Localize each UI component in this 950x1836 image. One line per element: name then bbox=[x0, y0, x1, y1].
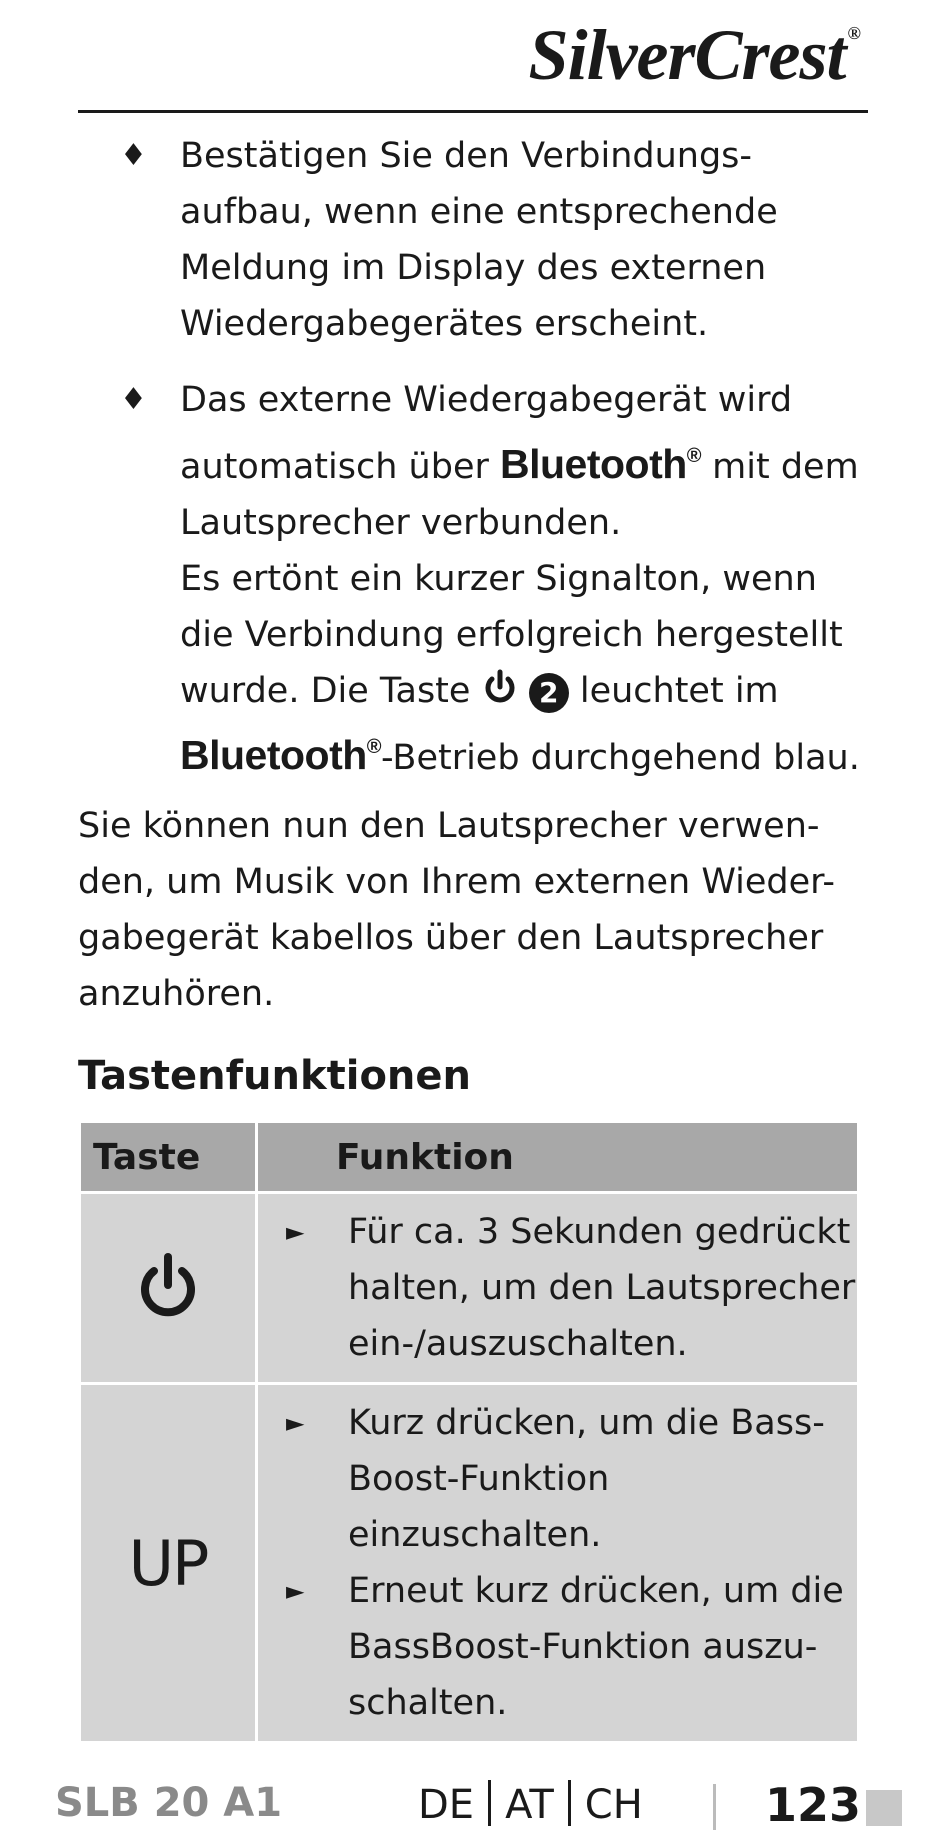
power-icon bbox=[482, 669, 518, 707]
registered-mark: ® bbox=[847, 23, 860, 43]
body-paragraph: Sie können nun den Lautsprecher verwen-den, um Musik von Ihrem externen Wieder-gabegerät kabellos über den Lautsprecher anzuhören. bbox=[78, 806, 835, 1014]
bullet-text-signal: Es ertönt ein kurzer Signalton, wenn die Verbindung erfolgreich hergestellt wurde. Die Taste bbox=[180, 559, 843, 711]
table-row bbox=[80, 1384, 859, 1743]
key-cell bbox=[80, 1384, 257, 1743]
key-cell bbox=[80, 1193, 257, 1384]
function-list bbox=[258, 1194, 857, 1382]
brand-name: SilverCrest bbox=[528, 15, 846, 95]
list-item: ► Für ca. 3 Sekunden gedrückt halten, um den Lautsprecher ein-/auszuschalten. bbox=[286, 1204, 857, 1372]
bullet-text-lights: leuchtet im bbox=[568, 671, 779, 711]
arrow-bullet-icon: ► bbox=[286, 1577, 305, 1605]
language-codes: DE AT CH bbox=[418, 1782, 643, 1828]
table-row bbox=[80, 1193, 859, 1384]
bullet-text: Bestätigen Sie den Verbindungs-aufbau, wenn eine entsprechende Meldung im Display des externen Wiedergabegerätes erscheint. bbox=[180, 136, 778, 344]
table-header-row bbox=[80, 1122, 859, 1193]
function-cell bbox=[257, 1384, 859, 1743]
bluetooth-wordmark: Bluetooth® bbox=[500, 441, 702, 487]
arrow-bullet-icon: ► bbox=[286, 1218, 305, 1246]
function-list bbox=[258, 1385, 857, 1741]
bullet-auto-connect bbox=[78, 372, 878, 786]
page-content bbox=[78, 128, 878, 1744]
diamond-bullet-icon: ♦ bbox=[120, 382, 147, 417]
page-marker-square bbox=[866, 1790, 902, 1826]
bullet-text-end: -Betrieb durchgehend blau. bbox=[381, 738, 860, 778]
header-function: Funktion bbox=[257, 1122, 859, 1193]
arrow-bullet-icon: ► bbox=[286, 1409, 305, 1437]
bullet-text-start: Das externe Wiedergabegerät wird automatisch über bbox=[180, 380, 793, 487]
footer-divider bbox=[713, 1784, 716, 1830]
header-rule bbox=[78, 110, 868, 113]
power-icon bbox=[135, 1251, 201, 1321]
section-heading: Tastenfunktionen bbox=[78, 1053, 472, 1099]
number-badge: 2 bbox=[529, 673, 569, 713]
up-key-label: UP bbox=[128, 1526, 208, 1600]
model-number: SLB 20 A1 bbox=[55, 1780, 283, 1826]
bullet-confirm-connection bbox=[78, 128, 878, 352]
list-item: ► Kurz drücken, um die Bass-Boost-Funktion einzuschalten. bbox=[286, 1395, 857, 1563]
function-cell bbox=[257, 1193, 859, 1384]
bullet-text-continued: mit dem Lautsprecher verbunden. bbox=[180, 447, 859, 543]
page-footer bbox=[0, 1780, 950, 1836]
header-key: Taste bbox=[80, 1122, 257, 1193]
bluetooth-wordmark: Bluetooth® bbox=[180, 732, 382, 778]
diamond-bullet-icon: ♦ bbox=[120, 138, 147, 173]
brand-logo bbox=[529, 14, 860, 97]
page-number: 123 bbox=[765, 1778, 862, 1832]
list-item: ► Erneut kurz drücken, um die BassBoost-Funktion auszu-schalten. bbox=[286, 1563, 857, 1731]
key-functions-table bbox=[78, 1120, 860, 1744]
